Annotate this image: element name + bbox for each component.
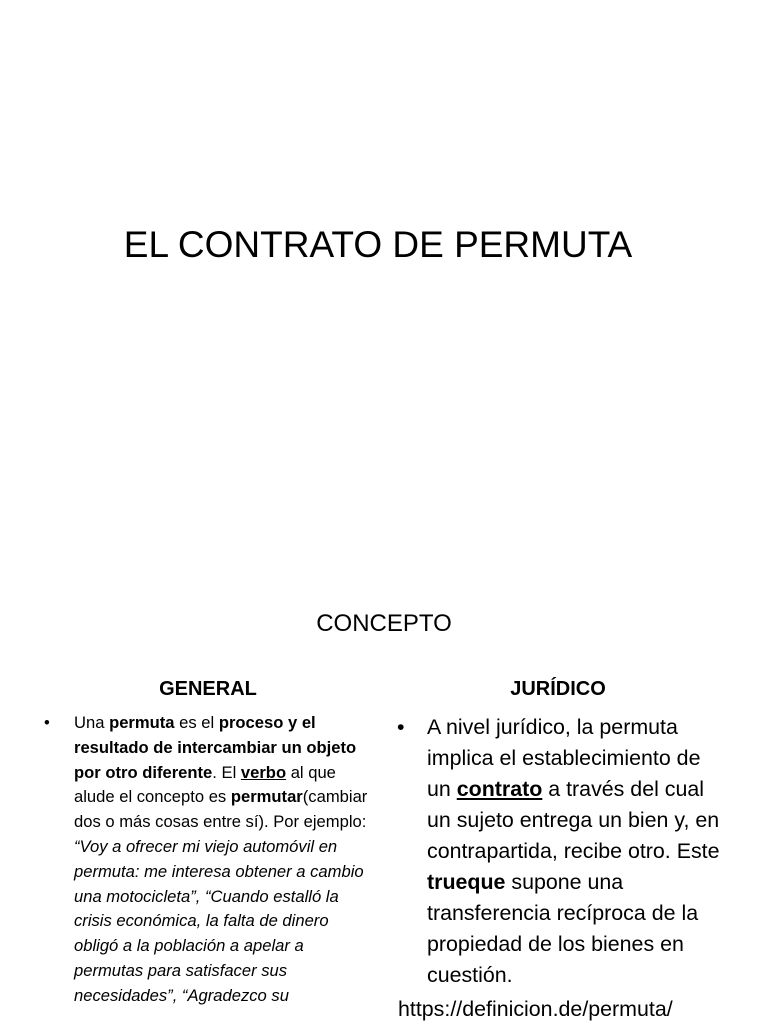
verbo-link[interactable]: verbo xyxy=(240,762,287,782)
general-definition-item xyxy=(44,711,374,1009)
text-run: es el xyxy=(174,713,219,732)
text-run: a través del cual un sujeto entrega un bien y, en contrapartida, recibe otro. Este xyxy=(427,777,720,863)
text-run: (cambiar dos o más cosas entre sí). Por ejemplo: xyxy=(74,787,368,832)
general-heading: GENERAL xyxy=(159,678,257,700)
contrato-link[interactable]: contrato xyxy=(456,777,543,801)
text-run: Una xyxy=(74,713,110,732)
bold-definition: proceso y el resultado de intercambiar un objeto por otro diferente xyxy=(74,713,357,782)
juridico-definition-list xyxy=(397,712,727,991)
slide-title: EL CONTRATO DE PERMUTA xyxy=(123,224,633,265)
juridico-definition-item xyxy=(397,712,727,991)
term-permuta: permuta xyxy=(109,713,175,732)
text-run: . El xyxy=(212,762,241,782)
text-run: A nivel jurídico, la permuta implica el establecimiento de un xyxy=(427,715,701,801)
concept-heading: CONCEPTO xyxy=(316,610,452,637)
text-run: supone una transferencia recíproca de la propiedad de los bienes en cuestión. xyxy=(427,870,699,987)
text-run: al que alude el concepto es xyxy=(74,762,336,807)
example-quotes: “Voy a ofrecer mi viejo automóvil en permuta: me interesa obtener a cambio una motocicleta”, “Cuando estalló la crisis económica, la falta de dinero obligó a la población a apelar a permutas para satisfacer sus necesidades”, “Agradezco su xyxy=(74,836,364,1005)
general-definition-list xyxy=(44,711,374,1009)
juridico-heading: JURÍDICO xyxy=(510,678,606,700)
source-url: https://definicion.de/permuta/ xyxy=(398,997,673,1021)
bullet-point: • xyxy=(44,713,50,732)
term-permutar: permutar xyxy=(230,787,303,807)
term-trueque: trueque xyxy=(427,870,506,894)
bullet-point: • xyxy=(397,715,405,739)
